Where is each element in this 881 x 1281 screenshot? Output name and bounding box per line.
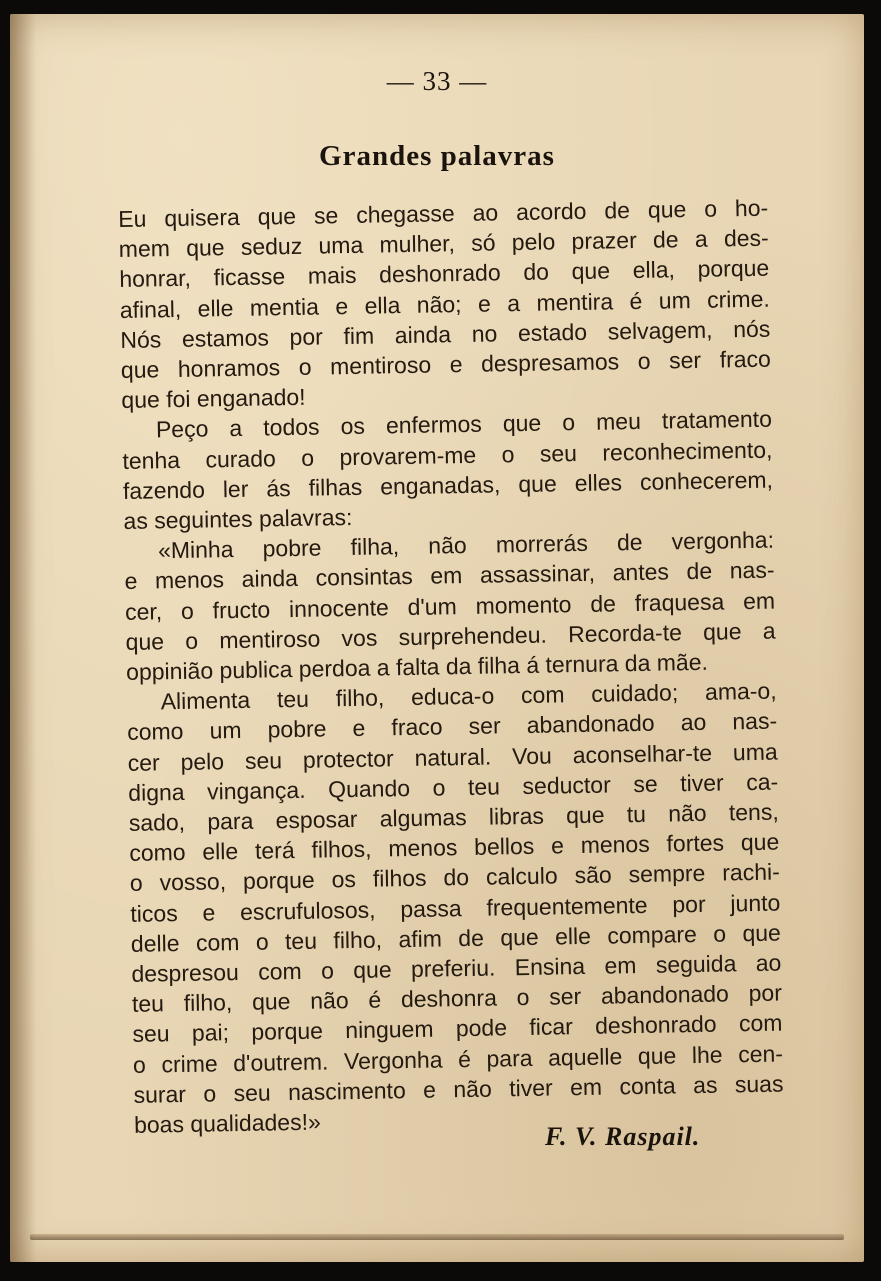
text-line: surar o seu nascimento e não tiver em conta as suas: [133, 1070, 784, 1108]
text-line: que foi enganado!: [121, 383, 306, 414]
signature: F. V. Raspail.: [545, 1122, 701, 1151]
text-line: digna vingança. Quando o teu seductor se tiver ca-: [128, 768, 779, 806]
text-line: Nós estamos por fim ainda no estado selvagem, nós: [120, 315, 771, 353]
text-line: sado, para esposar algumas libras que tu não tens,: [128, 798, 779, 836]
body-text: [118, 193, 784, 1140]
text-line: oppinião publica perdoa a falta da filha á ternura da mãe.: [125, 648, 709, 685]
page-spine-shadow: [10, 14, 36, 1262]
text-line: honrar, ficasse mais deshonrado do que ella, porque: [119, 255, 770, 293]
text-line: que o mentiroso vos surprehendeu. Recorda-te que a: [125, 617, 776, 655]
book-page: [10, 14, 864, 1262]
text-line: Peço a todos os enfermos que o meu tratamento: [155, 406, 773, 443]
text-line: «Minha pobre filha, não morrerás de vergonha:: [157, 526, 775, 564]
text-line: que honramos o mentiroso e despresamos o ser fraco: [120, 345, 772, 383]
text-line: cer pelo seu protector natural. Vou aconselhar-te uma: [127, 738, 778, 776]
text-line: o vosso, porque os filhos do calculo são sempre rachi-: [129, 859, 780, 897]
text-line: afinal, elle mentia e ella não; e a mentira é um crime.: [119, 285, 770, 323]
text-line: as seguintes palavras:: [123, 503, 353, 534]
text-line: mem que seduz uma mulher, só pelo prazer de a des-: [118, 224, 769, 263]
text-line: Alimenta teu filho, educa-o com cuidado; ama-o,: [160, 677, 777, 715]
text-line: ticos e escrufulosos, passa frequentemente por junto: [130, 889, 781, 927]
page-bottom-edge: [30, 1234, 844, 1240]
text-line: Eu quisera que se chegasse ao acordo de que o ho-: [118, 194, 769, 232]
text-line: despresou com o que preferiu. Ensina em seguida ao: [131, 949, 782, 987]
text-line: como elle terá filhos, menos bellos e menos fortes que: [129, 828, 780, 867]
text-line: o crime d'outrem. Vergonha é para aquelle que lhe cen-: [132, 1040, 784, 1078]
text-line: boas qualidades!»: [133, 1108, 321, 1138]
text-line: cer, o fructo innocente d'um momento de fraquesa em: [124, 587, 776, 625]
text-line: fazendo ler ás filhas enganadas, que elles conhecerem,: [122, 466, 774, 504]
text-line: e menos ainda consintas em assassinar, antes de nas-: [124, 557, 775, 595]
text-line: tenha curado o provarem-me o seu reconhecimento,: [122, 436, 773, 474]
text-line: teu filho, que não é deshonra o ser abandonado por: [131, 979, 783, 1018]
page-number: — 33 —: [386, 66, 488, 96]
page-title: Grandes palavras: [319, 140, 555, 172]
text-line: seu pai; porque ninguem pode ficar deshonrado com: [132, 1010, 783, 1048]
text-line: delle com o teu filho, afim de que elle compare o que: [130, 919, 782, 957]
text-line: como um pobre e fraco ser abandonado ao nas-: [126, 708, 778, 746]
